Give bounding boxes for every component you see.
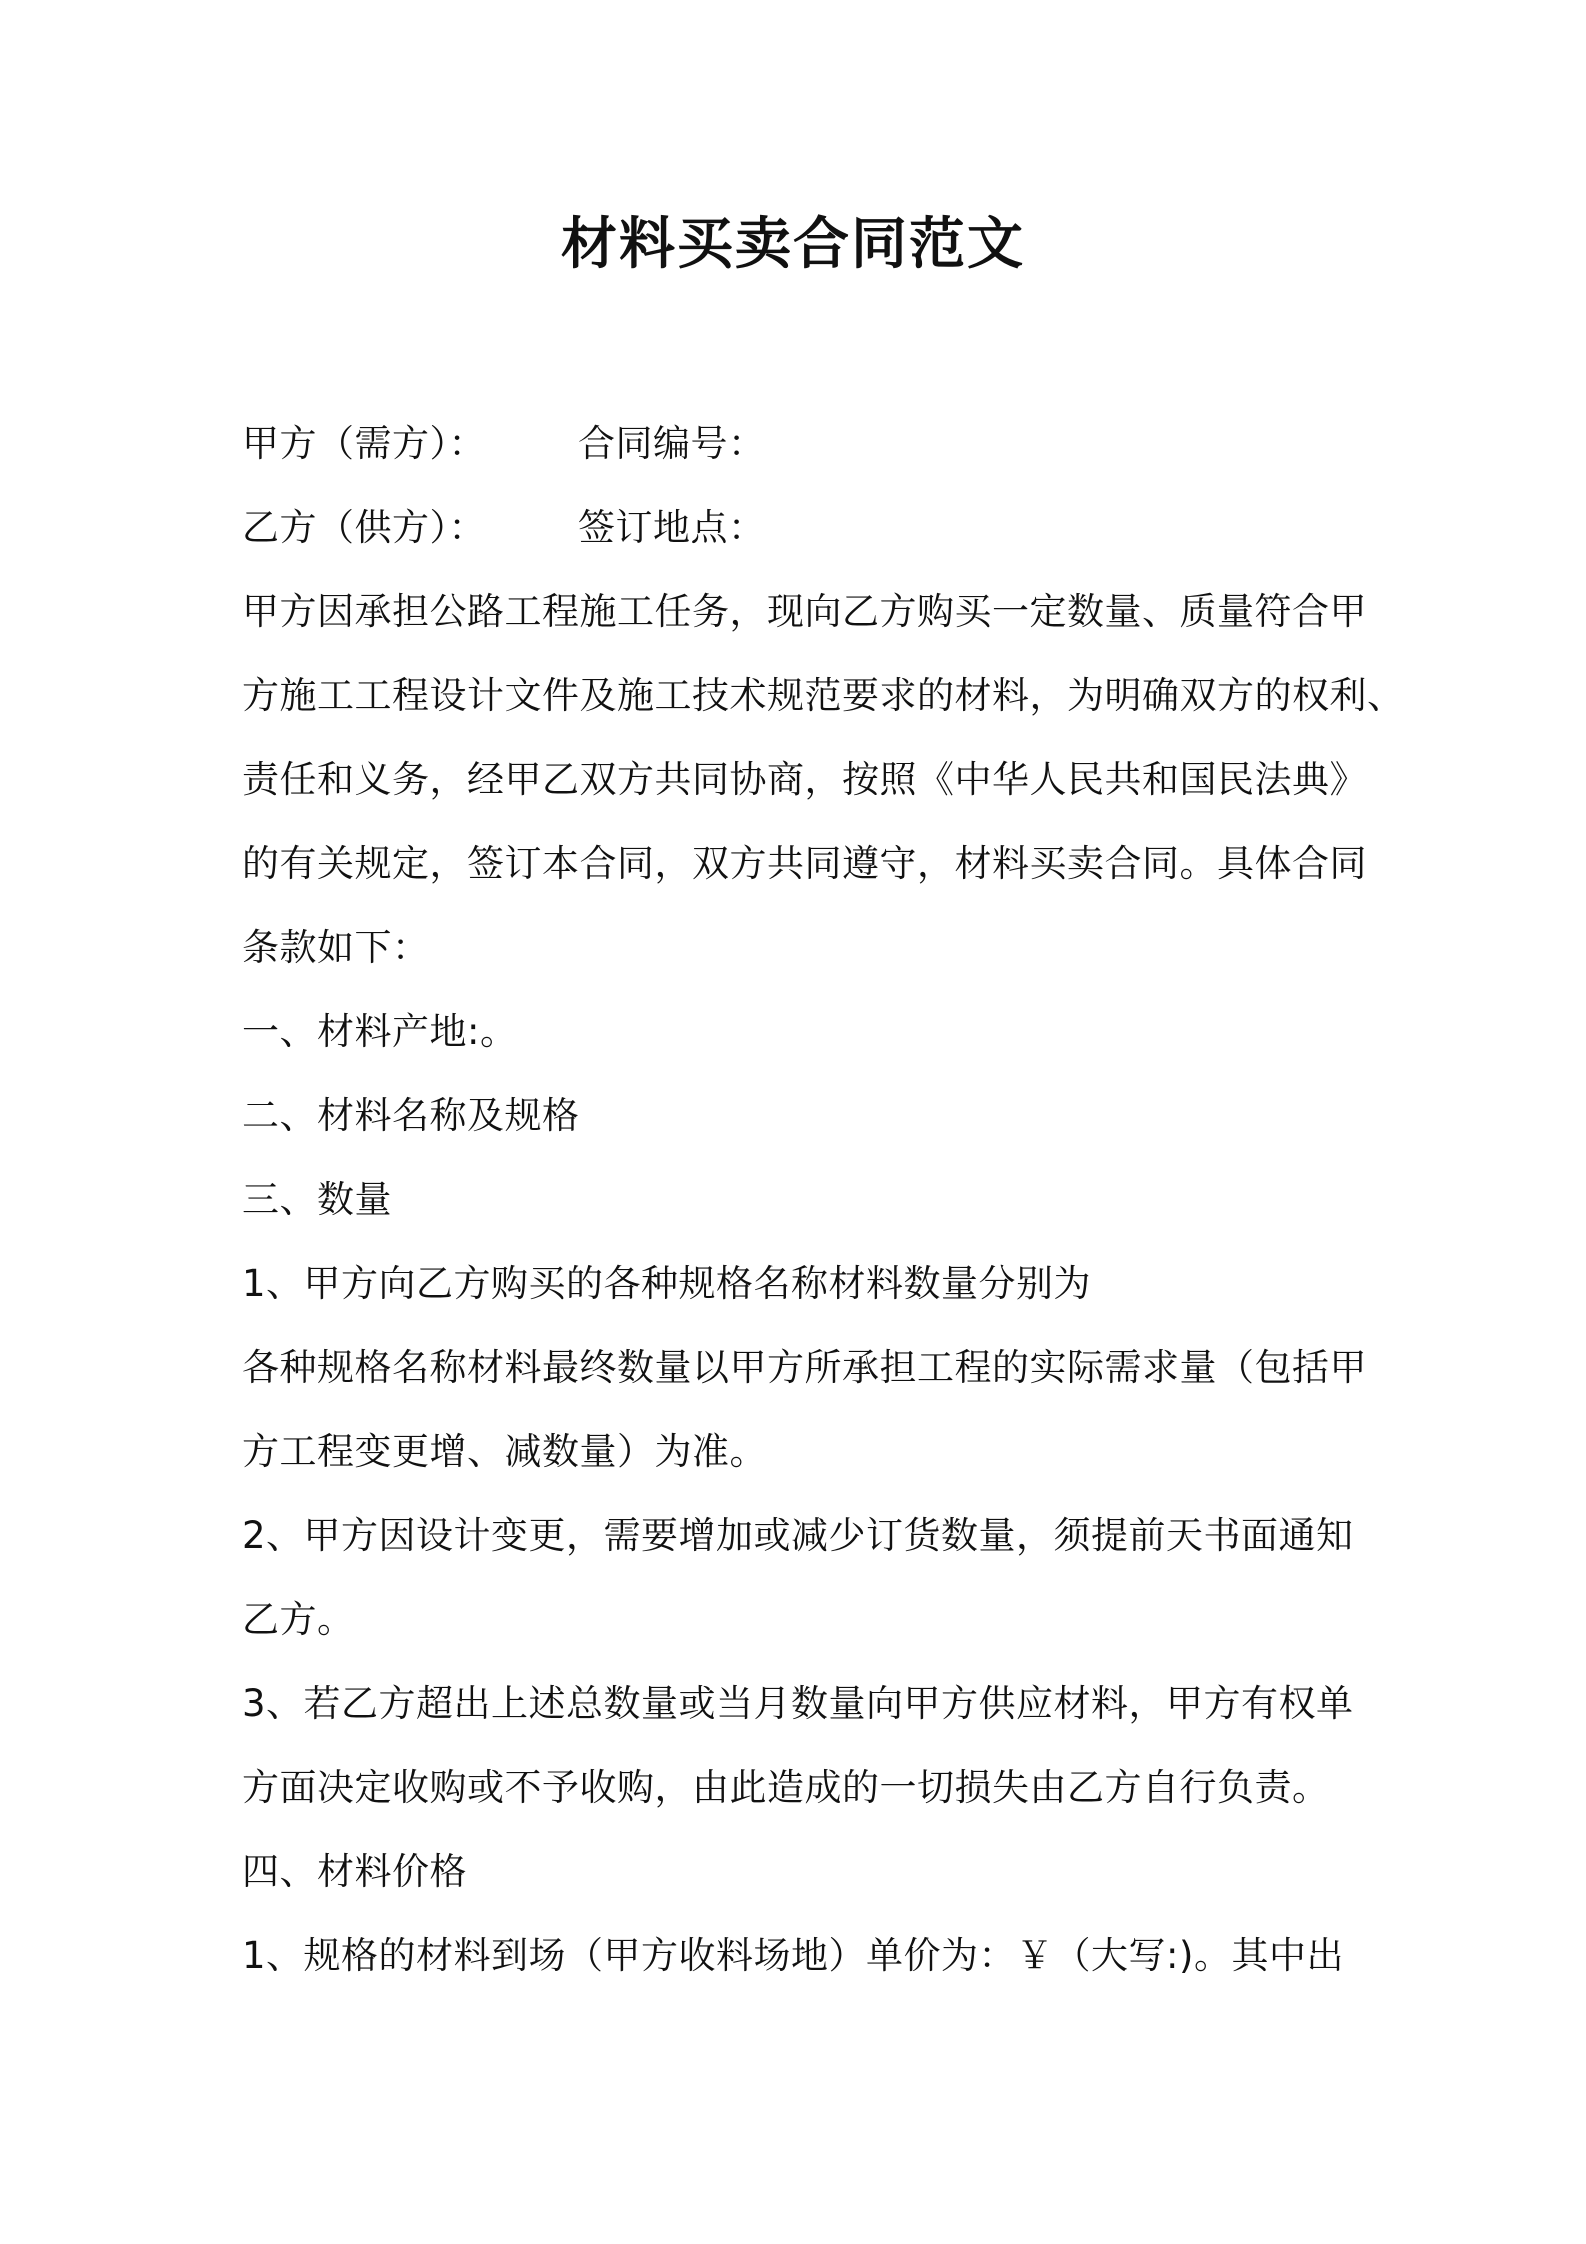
paragraph-line: 责任和义务，经甲乙双方共同协商，按照《中华人民共和国民法典》 [242,758,1367,801]
paragraph-line: 方施工工程设计文件及施工技术规范要求的材料，为明确双方的权利、 [242,674,1405,717]
paragraph-line: 甲方因承担公路工程施工任务，现向乙方购买一定数量、质量符合甲 [242,590,1367,633]
clause-line: 1、甲方向乙方购买的各种规格名称材料数量分别为 [242,1262,1092,1305]
clause-line: 方工程变更增、减数量）为准。 [242,1430,767,1473]
clause-line: 方面决定收购或不予收购，由此造成的一切损失由乙方自行负责。 [242,1766,1330,1809]
clause-line: 3、若乙方超出上述总数量或当月数量向甲方供应材料，甲方有权单 [242,1682,1354,1725]
section-heading: 一、材料产地:。 [242,1010,518,1053]
clause-line: 各种规格名称材料最终数量以甲方所承担工程的实际需求量（包括甲 [242,1346,1367,1389]
clause-line: 1、规格的材料到场（甲方收料场地）单价为：￥（大写:)。其中出 [242,1934,1344,1977]
section-heading: 四、材料价格 [242,1850,467,1893]
contract-number-label: 合同编号： [578,422,766,465]
section-heading: 二、材料名称及规格 [242,1094,580,1137]
section-heading: 三、数量 [242,1178,392,1221]
paragraph-line: 的有关规定，签订本合同，双方共同遵守，材料买卖合同。具体合同 [242,842,1367,885]
document-title: 材料买卖合同范文 [561,212,1025,277]
document-body [242,402,1405,1998]
clause-line: 乙方。 [242,1598,355,1641]
header-row-1 [242,402,1382,486]
signing-place-label: 签订地点： [578,506,766,549]
party-b-label: 乙方（供方）： [242,506,486,549]
paragraph-line: 条款如下： [242,926,430,969]
clause-line: 2、甲方因设计变更，需要增加或减少订货数量，须提前天书面通知 [242,1514,1354,1557]
header-row-2 [242,486,1382,570]
party-a-label: 甲方（需方）： [242,422,486,465]
